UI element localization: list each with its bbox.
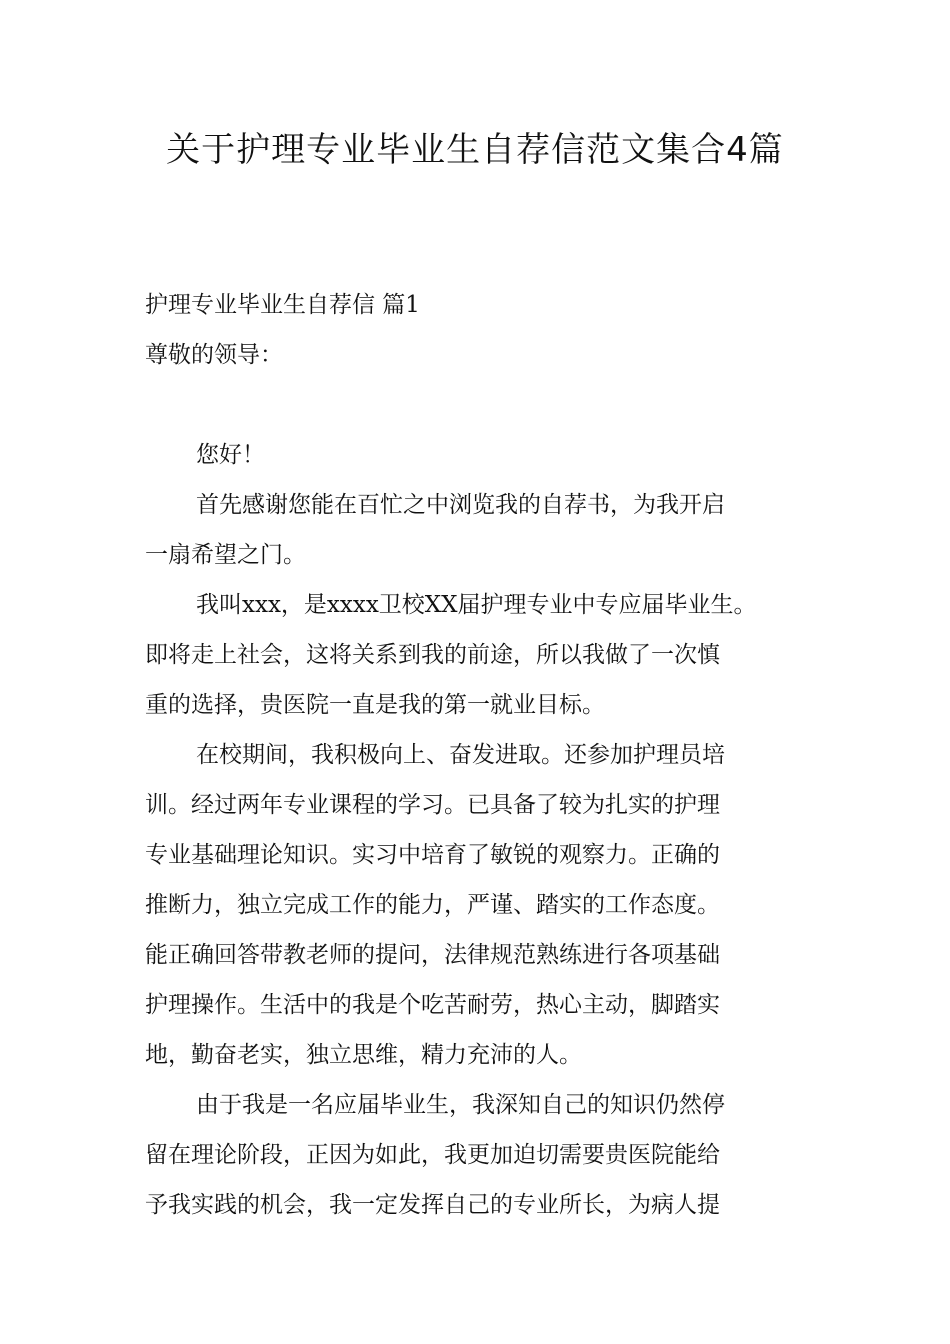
paragraph-line: 在校期间，我积极向上、奋发进取。还参加护理员培 [196,742,725,768]
section-heading: 护理专业毕业生自荐信 篇1 [145,292,420,318]
paragraph-line: 专业基础理论知识。实习中培育了敏锐的观察力。正确的 [145,842,720,868]
blank-line [145,380,811,430]
greeting-line: 您好！ [196,442,265,468]
paragraph-line: 护理操作。生活中的我是个吃苦耐劳，热心主动，脚踏实 [145,992,720,1018]
paragraph-line: 能正确回答带教老师的提问，法律规范熟练进行各项基础 [145,942,720,968]
document-body [145,280,811,1230]
paragraph-line: 由于我是一名应届毕业生，我深知自己的知识仍然停 [196,1092,725,1118]
salutation: 尊敬的领导： [145,342,283,368]
paragraph-line: 地，勤奋老实，独立思维，精力充沛的人。 [145,1042,582,1068]
paragraph-line: 予我实践的机会，我一定发挥自己的专业所长，为病人提 [145,1192,720,1218]
paragraph-line: 留在理论阶段，正因为如此，我更加迫切需要贵医院能给 [145,1142,720,1168]
paragraph-line: 重的选择，贵医院一直是我的第一就业目标。 [145,692,605,718]
paragraph-line: 推断力，独立完成工作的能力，严谨、踏实的工作态度。 [145,892,720,918]
paragraph-line: 训。经过两年专业课程的学习。已具备了较为扎实的护理 [145,792,720,818]
paragraph-line: 一扇希望之门。 [145,542,306,568]
document-title: 关于护理专业毕业生自荐信范文集合4篇 [166,130,784,170]
paragraph-line: 我叫xxx，是xxxx卫校XX届护理专业中专应届毕业生。 [196,592,757,618]
paragraph-line: 即将走上社会，这将关系到我的前途，所以我做了一次慎 [145,642,720,668]
paragraph-line: 首先感谢您能在百忙之中浏览我的自荐书，为我开启 [196,492,725,518]
